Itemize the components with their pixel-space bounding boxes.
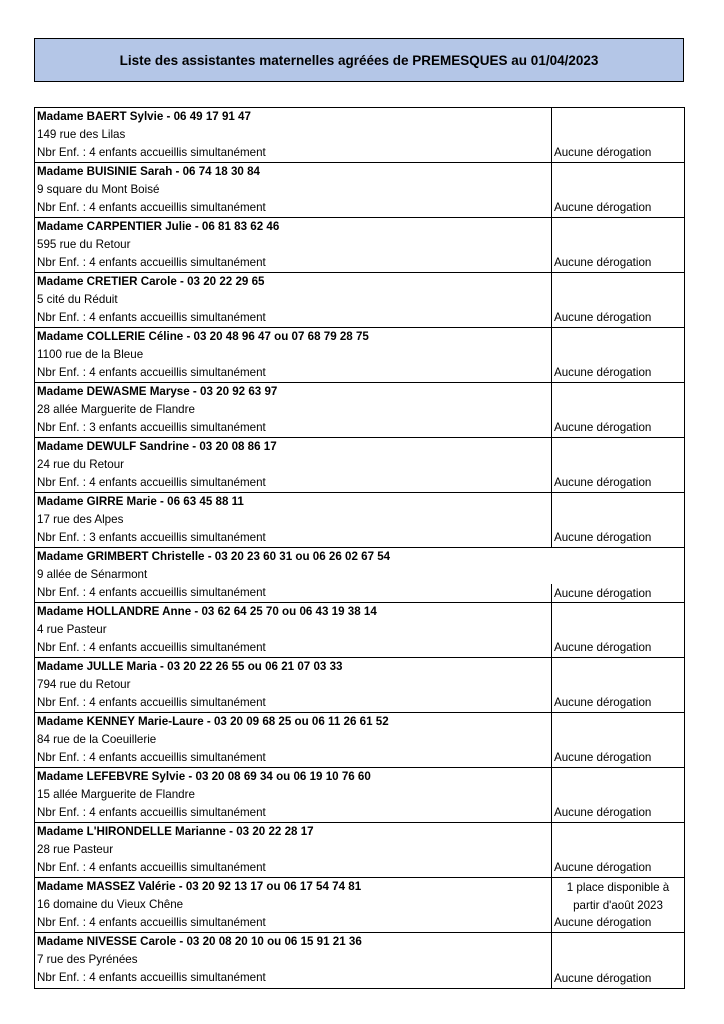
assistant-details [35, 218, 551, 272]
assistant-capacity: Nbr Enf. : 4 enfants accueillis simultanément [37, 696, 266, 709]
assistant-capacity: Nbr Enf. : 4 enfants accueillis simultanément [37, 476, 266, 489]
derogation-cell [551, 163, 684, 217]
assistant-address: 7 rue des Pyrénées [37, 953, 138, 966]
assistant-capacity: Nbr Enf. : 4 enfants accueillis simultanément [37, 751, 266, 764]
derogation-status: Aucune dérogation [554, 146, 652, 159]
assistant-address: 5 cité du Réduit [37, 293, 118, 306]
assistant-details [35, 273, 551, 327]
assistant-details [35, 328, 551, 382]
assistant-entry [35, 713, 684, 768]
derogation-status: Aucune dérogation [554, 311, 652, 324]
derogation-status: Aucune dérogation [554, 421, 652, 434]
derogation-cell [551, 823, 684, 877]
derogation-cell [551, 584, 684, 603]
assistant-address: 16 domaine du Vieux Chêne [37, 898, 184, 911]
assistant-details [35, 438, 551, 492]
assistant-address: 595 rue du Retour [37, 238, 131, 251]
assistant-entry [35, 383, 684, 438]
derogation-cell [551, 328, 684, 382]
assistant-address: 4 rue Pasteur [37, 623, 107, 636]
assistant-details [35, 713, 551, 767]
assistant-entry [35, 878, 684, 933]
assistant-address: 84 rue de la Coeuillerie [37, 733, 157, 746]
assistant-details [35, 603, 551, 657]
assistant-details [35, 878, 551, 932]
assistant-address: 9 allée de Sénarmont [37, 568, 148, 581]
derogation-status: Aucune dérogation [554, 587, 652, 600]
assistant-name: Madame CRETIER Carole - 03 20 22 29 65 [37, 275, 265, 288]
derogation-status: Aucune dérogation [554, 366, 652, 379]
assistant-entry [35, 658, 684, 713]
assistant-entry [35, 438, 684, 493]
assistant-capacity: Nbr Enf. : 3 enfants accueillis simultanément [37, 531, 266, 544]
derogation-cell [551, 933, 684, 988]
assistant-name: Madame HOLLANDRE Anne - 03 62 64 25 70 ou 06 43 19 38 14 [37, 605, 377, 618]
assistant-capacity: Nbr Enf. : 4 enfants accueillis simultanément [37, 146, 266, 159]
assistant-name: Madame KENNEY Marie-Laure - 03 20 09 68 25 ou 06 11 26 61 52 [37, 715, 389, 728]
assistant-capacity: Nbr Enf. : 4 enfants accueillis simultanément [37, 971, 266, 984]
assistant-capacity: Nbr Enf. : 4 enfants accueillis simultanément [37, 311, 266, 324]
assistant-entry [35, 823, 684, 878]
assistant-capacity: Nbr Enf. : 4 enfants accueillis simultanément [37, 201, 266, 214]
assistant-capacity: Nbr Enf. : 4 enfants accueillis simultanément [37, 861, 266, 874]
assistant-address: 9 square du Mont Boisé [37, 183, 160, 196]
assistant-address: 1100 rue de la Bleue [37, 348, 144, 361]
derogation-status: Aucune dérogation [554, 696, 652, 709]
derogation-status: Aucune dérogation [554, 806, 652, 819]
assistant-capacity: Nbr Enf. : 4 enfants accueillis simultanément [37, 366, 266, 379]
derogation-cell [551, 273, 684, 327]
derogation-status: Aucune dérogation [554, 256, 652, 269]
availability-note-line: partir d'août 2023 [573, 899, 663, 912]
derogation-status: Aucune dérogation [554, 751, 652, 764]
assistant-entry [35, 218, 684, 273]
assistant-capacity: Nbr Enf. : 4 enfants accueillis simultanément [37, 641, 266, 654]
derogation-cell [551, 383, 684, 437]
derogation-status: Aucune dérogation [554, 972, 652, 985]
assistant-name: Madame JULLE Maria - 03 20 22 26 55 ou 06 21 07 03 33 [37, 660, 343, 673]
assistant-name: Madame BAERT Sylvie - 06 49 17 91 47 [37, 110, 251, 123]
assistant-address: 28 rue Pasteur [37, 843, 114, 856]
assistant-name: Madame CARPENTIER Julie - 06 81 83 62 46 [37, 220, 280, 233]
derogation-cell [551, 218, 684, 272]
availability-note-line: 1 place disponible à [566, 881, 670, 894]
assistant-details [35, 548, 551, 602]
derogation-status: Aucune dérogation [554, 861, 652, 874]
assistant-details [35, 108, 551, 162]
assistant-capacity: Nbr Enf. : 3 enfants accueillis simultanément [37, 421, 266, 434]
assistant-entry [35, 328, 684, 383]
derogation-cell [551, 438, 684, 492]
assistant-entry [35, 163, 684, 218]
assistant-name: Madame GIRRE Marie - 06 63 45 88 11 [37, 495, 244, 508]
assistant-name: Madame MASSEZ Valérie - 03 20 92 13 17 ou 06 17 54 74 81 [37, 880, 362, 893]
document-title-text: Liste des assistantes maternelles agréées de PREMESQUES au 01/04/2023 [119, 52, 599, 68]
derogation-cell [551, 878, 684, 932]
derogation-cell [551, 603, 684, 657]
assistant-entry [35, 493, 684, 548]
assistant-entry [35, 933, 684, 988]
assistant-name: Madame DEWASME Maryse - 03 20 92 63 97 [37, 385, 278, 398]
assistant-details [35, 658, 551, 712]
assistant-details [35, 768, 551, 822]
assistant-name: Madame GRIMBERT Christelle - 03 20 23 60 31 ou 06 26 02 67 54 [37, 550, 391, 563]
derogation-cell [551, 493, 684, 547]
derogation-status: Aucune dérogation [554, 476, 652, 489]
assistant-capacity: Nbr Enf. : 4 enfants accueillis simultanément [37, 916, 266, 929]
assistant-address: 28 allée Marguerite de Flandre [37, 403, 195, 416]
assistant-address: 149 rue des Lilas [37, 128, 126, 141]
assistant-name: Madame BUISINIE Sarah - 06 74 18 30 84 [37, 165, 260, 178]
assistant-details [35, 383, 551, 437]
derogation-status: Aucune dérogation [554, 641, 652, 654]
assistant-entry [35, 273, 684, 328]
derogation-status: Aucune dérogation [554, 531, 652, 544]
availability-note [552, 879, 684, 915]
assistant-name: Madame COLLERIE Céline - 03 20 48 96 47 ou 07 68 79 28 75 [37, 330, 369, 343]
assistant-name: Madame NIVESSE Carole - 03 20 08 20 10 ou 06 15 91 21 36 [37, 935, 362, 948]
derogation-cell [551, 108, 684, 162]
assistant-capacity: Nbr Enf. : 4 enfants accueillis simultanément [37, 806, 266, 819]
assistant-address: 15 allée Marguerite de Flandre [37, 788, 195, 801]
document-title [34, 38, 684, 82]
assistant-address: 794 rue du Retour [37, 678, 131, 691]
derogation-cell [551, 658, 684, 712]
assistant-capacity: Nbr Enf. : 4 enfants accueillis simultanément [37, 586, 266, 599]
assistant-details [35, 163, 551, 217]
assistant-address: 17 rue des Alpes [37, 513, 124, 526]
assistant-entry [35, 548, 684, 603]
assistant-name: Madame L'HIRONDELLE Marianne - 03 20 22 28 17 [37, 825, 314, 838]
assistant-capacity: Nbr Enf. : 4 enfants accueillis simultanément [37, 256, 266, 269]
derogation-status: Aucune dérogation [554, 916, 652, 929]
assistant-entry [35, 108, 684, 163]
assistant-name: Madame LEFEBVRE Sylvie - 03 20 08 69 34 ou 06 19 10 76 60 [37, 770, 371, 783]
assistant-entry [35, 768, 684, 823]
assistant-name: Madame DEWULF Sandrine - 03 20 08 86 17 [37, 440, 277, 453]
assistant-details [35, 933, 551, 988]
derogation-status: Aucune dérogation [554, 201, 652, 214]
derogation-cell [551, 713, 684, 767]
assistants-list [34, 107, 685, 989]
assistant-details [35, 823, 551, 877]
derogation-cell [551, 768, 684, 822]
assistant-address: 24 rue du Retour [37, 458, 125, 471]
assistant-details [35, 493, 551, 547]
assistant-entry [35, 603, 684, 658]
